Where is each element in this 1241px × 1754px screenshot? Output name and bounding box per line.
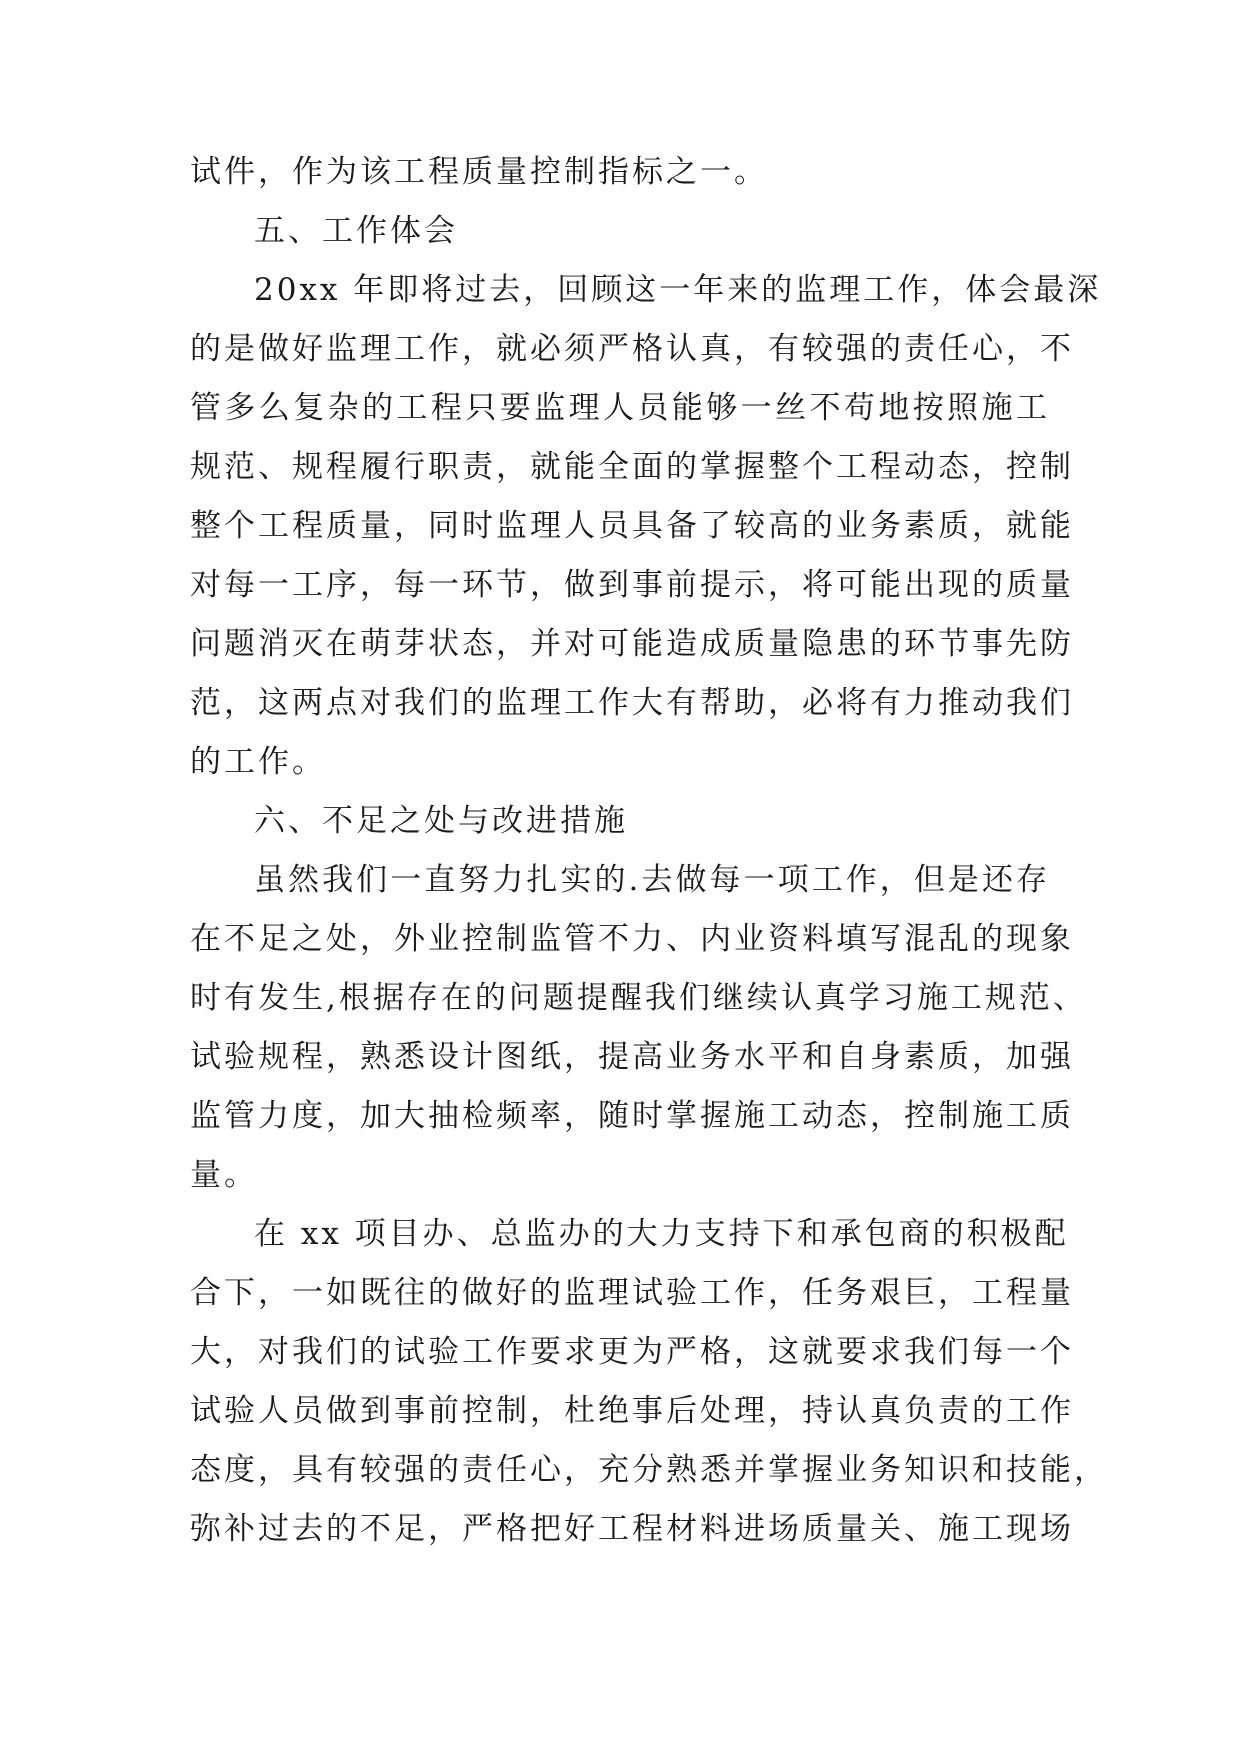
paragraph-experience xyxy=(190,261,1102,792)
text-line: 试验人员做到事前控制，杜绝事后处理，持认真负责的工作 xyxy=(190,1393,1074,1429)
text-line: 在不足之处，外业控制监管不力、内业资料填写混乱的现象 xyxy=(190,921,1074,957)
text-line: 试件，作为该工程质量控制指标之一。 xyxy=(190,154,768,190)
text-line: 规范、规程履行职责，就能全面的掌握整个工程动态，控制 xyxy=(190,449,1074,485)
text-line: 试验规程，熟悉设计图纸，提高业务水平和自身素质，加强 xyxy=(190,1039,1074,1075)
section-heading-experience xyxy=(190,202,1050,261)
text-line: 态度，具有较强的责任心，充分熟悉并掌握业务知识和技能， xyxy=(190,1452,1108,1488)
text-line: 对每一工序，每一环节，做到事前提示，将可能出现的质量 xyxy=(190,567,1074,603)
text-line: 弥补过去的不足，严格把好工程材料进场质量关、施工现场 xyxy=(190,1511,1074,1547)
paragraph-continuation xyxy=(190,143,1050,202)
text-line: 问题消灭在萌芽状态，并对可能造成质量隐患的环节事先防 xyxy=(190,626,1074,662)
text-line: 大，对我们的试验工作要求更为严格，这就要求我们每一个 xyxy=(190,1334,1074,1370)
text-line: 在 xx 项目办、总监办的大力支持下和承包商的积极配 xyxy=(254,1216,1069,1252)
text-line: 量。 xyxy=(190,1157,258,1193)
section-heading-shortcomings xyxy=(190,792,1050,851)
text-line: 20xx 年即将过去，回顾这一年来的监理工作，体会最深 xyxy=(254,272,1102,308)
text-line: 时有发生,根据存在的问题提醒我们继续认真学习施工规范、 xyxy=(190,980,1087,1016)
text-line: 的工作。 xyxy=(190,744,326,780)
paragraph-outlook xyxy=(190,1205,1108,1559)
text-line: 范，这两点对我们的监理工作大有帮助，必将有力推动我们 xyxy=(190,685,1074,721)
text-line: 整个工程质量，同时监理人员具备了较高的业务素质，就能 xyxy=(190,508,1074,544)
text-line: 管多么复杂的工程只要监理人员能够一丝不苟地按照施工 xyxy=(190,390,1050,426)
paragraph-shortcomings xyxy=(190,851,1087,1205)
heading-text: 六、不足之处与改进措施 xyxy=(254,803,628,839)
text-line: 合下，一如既往的做好的监理试验工作，任务艰巨，工程量 xyxy=(190,1275,1074,1311)
text-line: 监管力度，加大抽检频率，随时掌握施工动态，控制施工质 xyxy=(190,1098,1074,1134)
text-line: 的是做好监理工作，就必须严格认真，有较强的责任心，不 xyxy=(190,331,1074,367)
text-line: 虽然我们一直努力扎实的.去做每一项工作，但是还存 xyxy=(254,862,1050,898)
heading-text: 五、工作体会 xyxy=(254,213,458,249)
document-page xyxy=(190,143,1108,1559)
